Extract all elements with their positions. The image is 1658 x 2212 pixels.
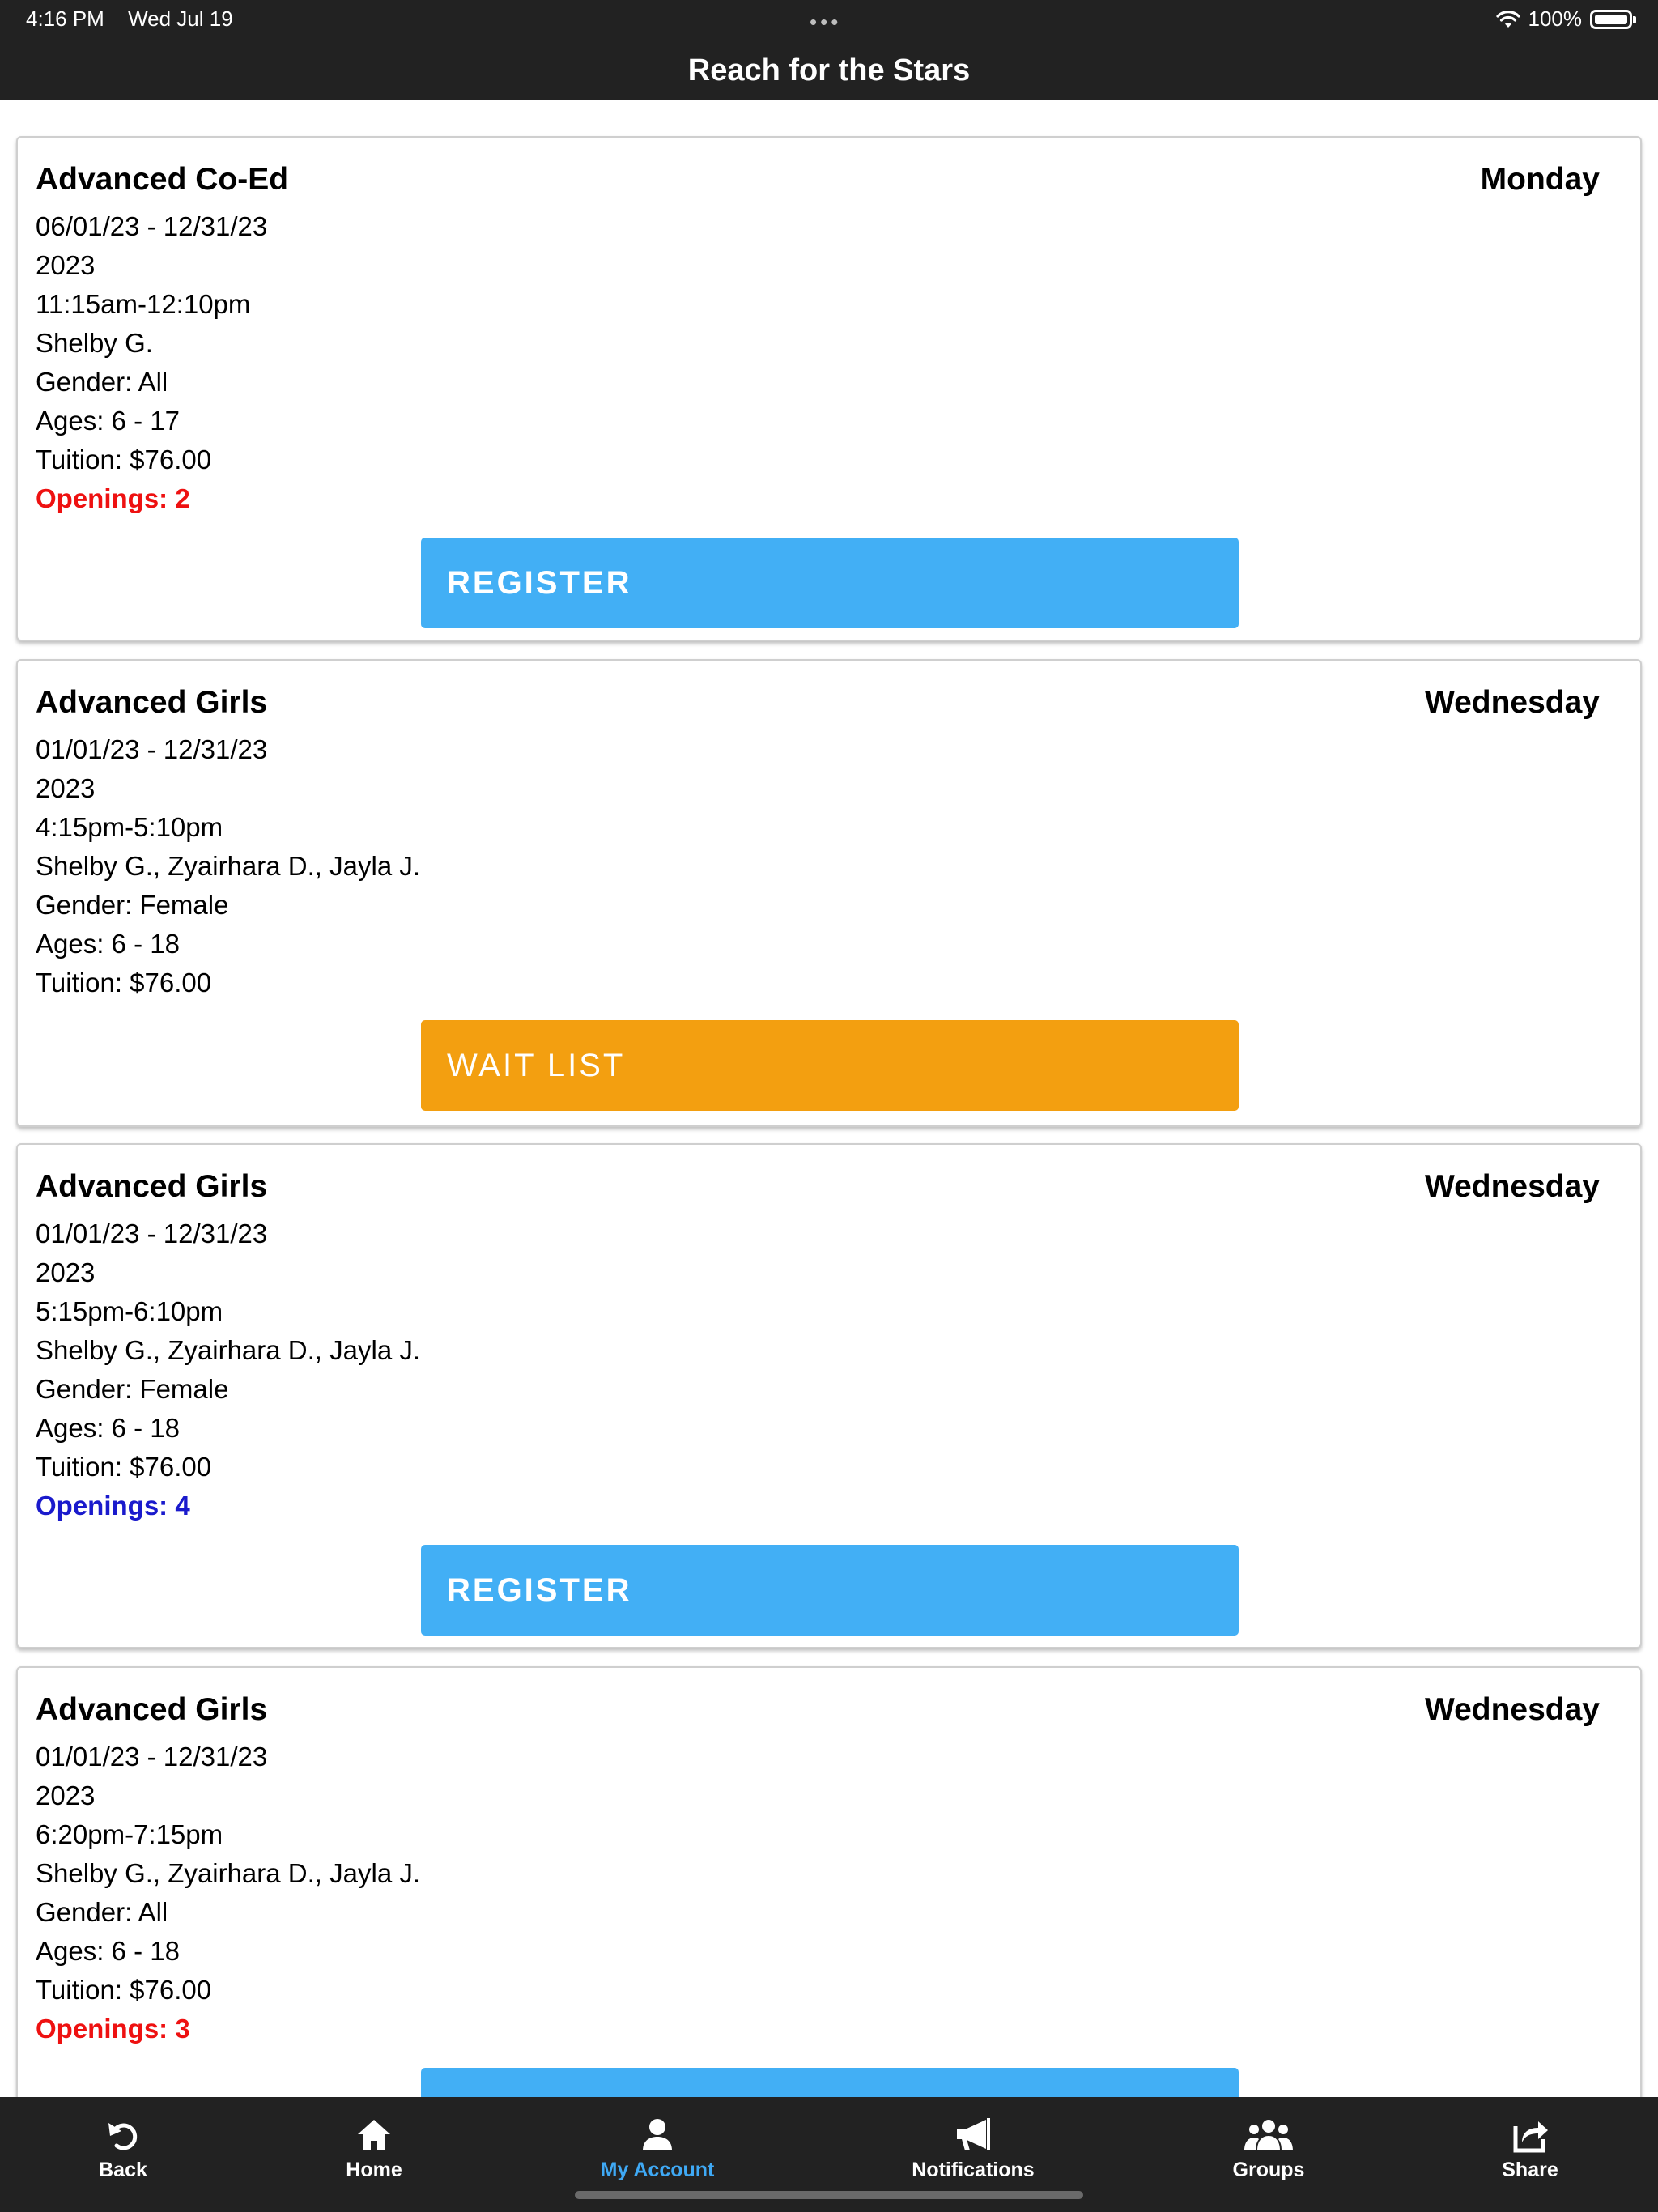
wait-list-button[interactable]: WAIT LIST [421,1020,1239,1111]
class-openings: Openings: 3 [36,2014,190,2044]
tab-label: Share [1502,2159,1558,2181]
class-tuition: Tuition: $76.00 [36,968,212,998]
tab-home[interactable] [285,2115,463,2182]
class-day: Wednesday [1424,685,1600,720]
tab-label: Home [346,2159,402,2181]
class-tuition: Tuition: $76.00 [36,1975,212,2005]
class-day: Wednesday [1424,1169,1600,1204]
class-year: 2023 [36,1780,96,1810]
class-time: 11:15am-12:10pm [36,289,251,319]
class-instructors: Shelby G., Zyairhara D., Jayla J. [36,1335,421,1365]
class-instructors: Shelby G. [36,328,153,358]
class-ages: Ages: 6 - 18 [36,1936,180,1966]
status-bar-right [1496,6,1633,32]
class-instructors: Shelby G., Zyairhara D., Jayla J. [36,851,421,881]
back-icon [104,2115,142,2154]
class-ages: Ages: 6 - 18 [36,929,180,959]
class-year: 2023 [36,1257,96,1287]
tab-back[interactable] [34,2115,212,2182]
class-openings: Openings: 2 [36,483,190,513]
tab-groups[interactable] [1180,2115,1358,2182]
battery-percent: 100% [1528,6,1582,31]
page-title: Reach for the Stars [687,53,971,87]
class-day: Wednesday [1424,1692,1600,1727]
class-card [16,136,1642,641]
home-indicator[interactable] [575,2191,1083,2199]
register-button[interactable]: REGISTER [421,538,1239,628]
class-year: 2023 [36,773,96,803]
class-card [16,659,1642,1127]
class-card [16,1666,1642,2172]
class-tuition: Tuition: $76.00 [36,445,212,474]
tab-label: Notifications [912,2159,1035,2181]
class-gender: Gender: Female [36,1374,229,1404]
groups-icon [1243,2115,1295,2154]
class-dates: 01/01/23 - 12/31/23 [36,1219,268,1249]
tab-my-account[interactable] [568,2115,746,2182]
tab-label: My Account [600,2159,715,2181]
class-dates: 06/01/23 - 12/31/23 [36,211,268,241]
class-openings: Openings: 4 [36,1491,190,1521]
class-tuition: Tuition: $76.00 [36,1452,212,1482]
class-dates: 01/01/23 - 12/31/23 [36,1742,268,1772]
tab-share[interactable] [1441,2115,1619,2182]
class-ages: Ages: 6 - 18 [36,1413,180,1443]
tab-label: Groups [1232,2159,1305,2181]
status-date: Wed Jul 19 [128,6,233,31]
class-card [16,1143,1642,1648]
class-time: 6:20pm-7:15pm [36,1819,223,1849]
class-instructors: Shelby G., Zyairhara D., Jayla J. [36,1858,421,1888]
class-year: 2023 [36,250,96,280]
account-icon [638,2115,677,2154]
register-button[interactable]: REGISTER [421,1545,1239,1636]
class-gender: Gender: All [36,367,168,397]
class-title: Advanced Girls [36,1692,268,1727]
tab-notifications[interactable] [884,2115,1062,2182]
class-ages: Ages: 6 - 17 [36,406,180,436]
wifi-icon [1496,10,1520,29]
class-title: Advanced Co-Ed [36,162,289,197]
status-time: 4:16 PM [26,6,104,31]
top-header [0,0,1658,100]
status-bar-left [26,6,251,32]
class-title: Advanced Girls [36,685,268,720]
class-day: Monday [1480,162,1600,197]
class-list[interactable] [0,100,1658,2097]
class-gender: Gender: Female [36,890,229,920]
class-dates: 01/01/23 - 12/31/23 [36,734,268,764]
class-title: Advanced Girls [36,1169,268,1204]
megaphone-icon [954,2115,993,2154]
class-time: 4:15pm-5:10pm [36,812,223,842]
home-icon [355,2115,393,2154]
share-icon [1511,2115,1550,2154]
multitasking-dots-icon[interactable]: ••• [810,10,842,34]
battery-icon [1590,10,1632,29]
tab-label: Back [99,2159,147,2181]
class-gender: Gender: All [36,1897,168,1927]
class-time: 5:15pm-6:10pm [36,1296,223,1326]
